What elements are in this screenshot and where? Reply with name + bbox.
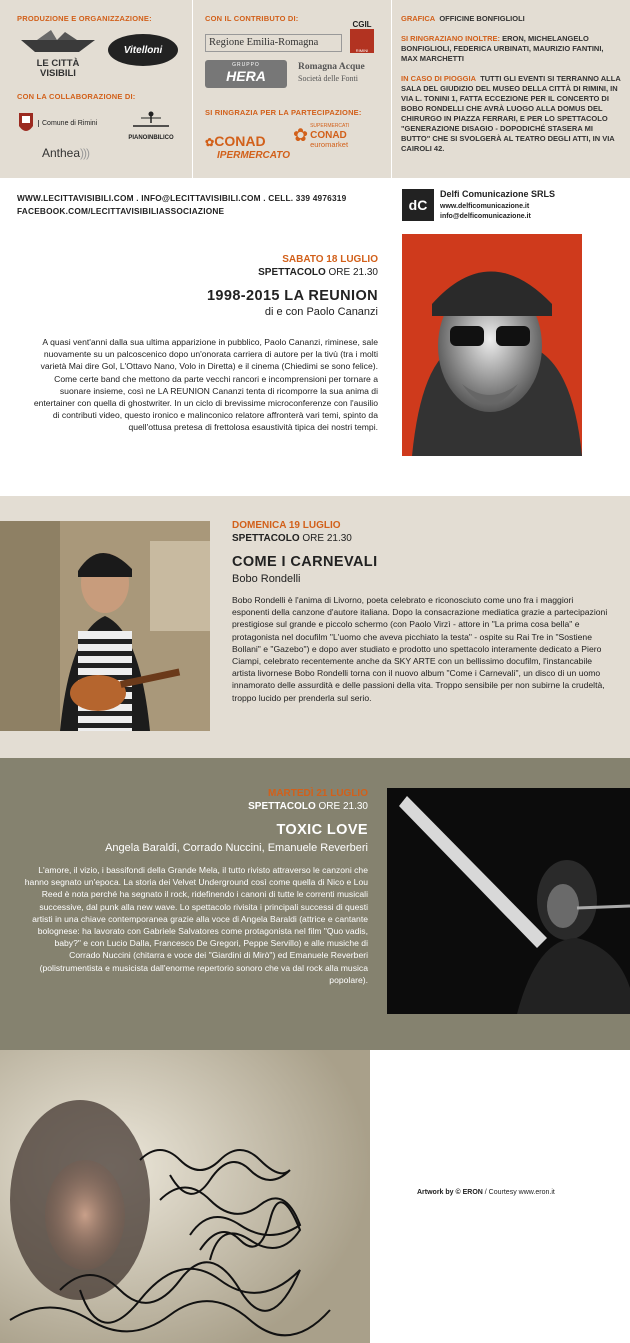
delfi-name: Delfi Comunicazione SRLS (440, 189, 556, 199)
artwork-section (0, 1050, 630, 1343)
production-heading: PRODUZIONE E ORGANIZZAZIONE: (17, 14, 152, 23)
event-date: SABATO 18 LUGLIO (282, 254, 378, 265)
artwork-label: Artwork by (417, 1189, 454, 1196)
rain-label: IN CASO DI PIOGGIA (401, 74, 477, 83)
event-body: L'amore, il vizio, i bassifondi della Grande Mela, il tutto rivisto attraverso le canzoni che hanno segnato un'epoca. La storia dei Velvet Underground così come quella di Nico e Lou Reed è nota perché ha segnato il rock, ridefinendo i canoni di tutte le correnti musicali successive, dal punk alla new wave. Lo spettacolo rivisita i principali successi di questi artisti in una chiave contemporanea grazie alla voce di Angela Baraldi (attrice e cantante bolognese: ha lavorato con Gabriele Salvatores come protagonista nel film "Quo vadis, baby?" e con Lucio Dalla, Francesco De Gregori, Peppe Servillo) e alle musiche di Corrado Nuccini (chitarra e voce dei "Giardini di Mirò") ed Emanuele Reverberi (polistrumentista e musicista dall'enorme repertorio sonoro che va dal rock alla musica popolare). (24, 865, 368, 985)
flower-icon: ✿ (293, 125, 309, 145)
photo-bobo-rondelli (0, 521, 210, 731)
delfi-web[interactable]: www.delficomunicazione.it (440, 203, 530, 210)
event-body: Bobo Rondelli è l'anima di Livorno, poeta celebrato e riconosciuto come uno fra i maggiori esponenti della canzone d'autore italiana. Dopo la consacrazione mediatica grazie a partecipazioni prestigiose sul grande e piccolo schermo (con Paolo Virzì - attore in "La prima cosa bella" e protagonista nel docufilm "L'uomo che aveva picchiato la testa" - ospite su Rai Tre in "Sostiene Bollani" e "Gazebo") e dopo aver studiato e prodotto uno spettacolo interamente dedicato a Piero Ciampi, celebrato recentemente anche da SKY ARTE con un bellissimo docufilm, l'instancabile artista livornese Bobo Rondelli torna con il nuovo album "Come i Carnevali", un disco di un uomo innamorato delle assurdità e delle passioni della vita. Troppo sensibile per non subirne la crudeltà, troppo lucido per prenderla sul serio. (232, 595, 608, 703)
event-title: 1998-2015 LA REUNION (206, 288, 378, 304)
logo-cgil: CGIL RIMINI (350, 20, 374, 53)
logo-citta-visibili: LE CITTÀ VISIBILI (17, 28, 99, 76)
logo-conad-ipermercato: ✿CONAD IPERMERCATO (205, 133, 290, 161)
logo-regione: Regione Emilia-Romagna (205, 34, 342, 52)
credits-band (0, 0, 630, 178)
artwork-author: © ERON (455, 1189, 483, 1196)
logo-romagna-acque: Romagna Acque Società delle Fonti (298, 62, 365, 83)
logo-hera: GRUPPO HERA (205, 60, 287, 88)
also-label: SI RINGRAZIANO INOLTRE: (401, 34, 501, 43)
photo-angela-baraldi (387, 788, 630, 1014)
tightrope-walker-icon (131, 110, 171, 130)
logo-anthea: Anthea))) (42, 146, 90, 160)
logo-piano-in-bilico: PIANOINBILICO (124, 110, 178, 141)
microphone-icon (577, 906, 630, 908)
logo-vitelloni: Vitelloni (108, 34, 178, 66)
contacts-line-2[interactable]: FACEBOOK.COM/LECITTAVISIBILIASSOCIAZIONE (17, 206, 225, 216)
event-time: SPETTACOLO ORE 21.30 (248, 801, 368, 812)
credits-text (401, 14, 621, 154)
event-1-heading (258, 254, 378, 278)
event-section-3 (0, 758, 630, 1050)
event-date: MARTEDÌ 21 LUGLIO (267, 788, 368, 799)
divider (391, 0, 392, 178)
delfi-email[interactable]: info@delficomunicazione.it (440, 213, 531, 220)
crest-icon (17, 110, 35, 136)
artwork-credit (417, 1189, 555, 1196)
grafica-label: GRAFICA (401, 14, 436, 23)
contacts (17, 192, 346, 218)
event-subtitle: Bobo Rondelli (232, 573, 301, 585)
event-body: A quasi vent'anni dalla sua ultima apparizione in pubblico, Paolo Cananzi, riminese, sale nuovamente su un palcoscenico dopo un'onorata carriera di autore per la tivù (tra i molti varietà Mai dire Gol, L'Ottavo Nano, Volo in Diretta) e il cinema (Chiedimi se sono felice). Come certe band che mettono da parte vecchi rancori e incomprensioni per tornare a suonare insieme, così ne LA REUNION Cananzi tenta di ricomporre la sua anima di entertainer con quella di ghostwriter. In un ciclo di brevissime microconferenze con l'ausilio di contributi video, questo ironico e malinconico relatore affronterà vari temi, spinto da quell'ottusa pretesa di frettolosa esaustività tipica dei nostri tempi. (33, 337, 378, 433)
musician-image (0, 521, 210, 731)
event-section-1 (0, 178, 630, 496)
event-section-2 (0, 496, 630, 758)
logo-comune-rimini: Comune di Rimini (17, 110, 97, 136)
portrait-image (402, 234, 582, 456)
event-subtitle: di e con Paolo Cananzi (264, 306, 378, 318)
event-subtitle: Angela Baraldi, Corrado Nuccini, Emanuele Reverberi (105, 842, 368, 854)
event-title: TOXIC LOVE (276, 822, 368, 838)
logo-conad-euromarket: ✿ SUPERMERCATI CONAD euromarket (293, 123, 350, 149)
artwork-illustration (0, 1050, 370, 1343)
singer-image (387, 788, 630, 1014)
divider (192, 0, 193, 178)
event-date: DOMENICA 19 LUGLIO (232, 520, 341, 531)
event-3-heading (248, 788, 368, 812)
delfi-logo: dC (402, 189, 434, 221)
also-value: ERON, MICHELANGELO BONFIGLIOLI, FEDERICA URBINATI, MAURIZIO FANTINI, MAX MARCHETTI (401, 34, 604, 63)
grafica-value: OFFICINE BONFIGLIOLI (439, 14, 525, 23)
contacts-line-1[interactable]: WWW.LECITTAVISIBILI.COM . INFO@LECITTAVISIBILI.COM . CELL. 339 4976319 (17, 193, 347, 203)
artwork-image (0, 1050, 370, 1343)
contrib-heading: CON IL CONTRIBUTO DI: (205, 14, 299, 23)
rain-value: TUTTI GLI EVENTI SI TERRANNO ALLA SALA DEL GIUDIZIO DEL MUSEO DELLA CITTÀ DI RIMINI, IN VIA L. TONINI 1, FATTA ECCEZIONE PER IL CONCERTO DI BOBO RONDELLI CHE AVRÀ LUOGO ALLA DOMUS DEL CHIRURGO IN PIAZZA FERRARI, E PER LO SPETTACOLO "GENERAZIONE DISAGIO - DOPODICHÉ STASERA MI BUTTO" CHE SI SVOLGERÀ AL TEATRO DEGLI ATTI, IN VIA CAIROLI 42. (401, 74, 621, 153)
collab-heading: CON LA COLLABORAZIONE DI: (17, 92, 136, 101)
thanks-heading: SI RINGRAZIA PER LA PARTECIPAZIONE: (205, 108, 362, 117)
paper-boat-icon (17, 28, 99, 54)
photo-paolo-cananzi (402, 234, 582, 456)
artwork-courtesy[interactable]: / Courtesy www.eron.it (484, 1189, 555, 1196)
event-time: SPETTACOLO ORE 21.30 (232, 533, 352, 544)
delfi-block (440, 189, 555, 222)
event-2-heading (232, 520, 352, 544)
event-time: SPETTACOLO ORE 21.30 (258, 267, 378, 278)
event-title: COME I CARNEVALI (232, 554, 378, 570)
